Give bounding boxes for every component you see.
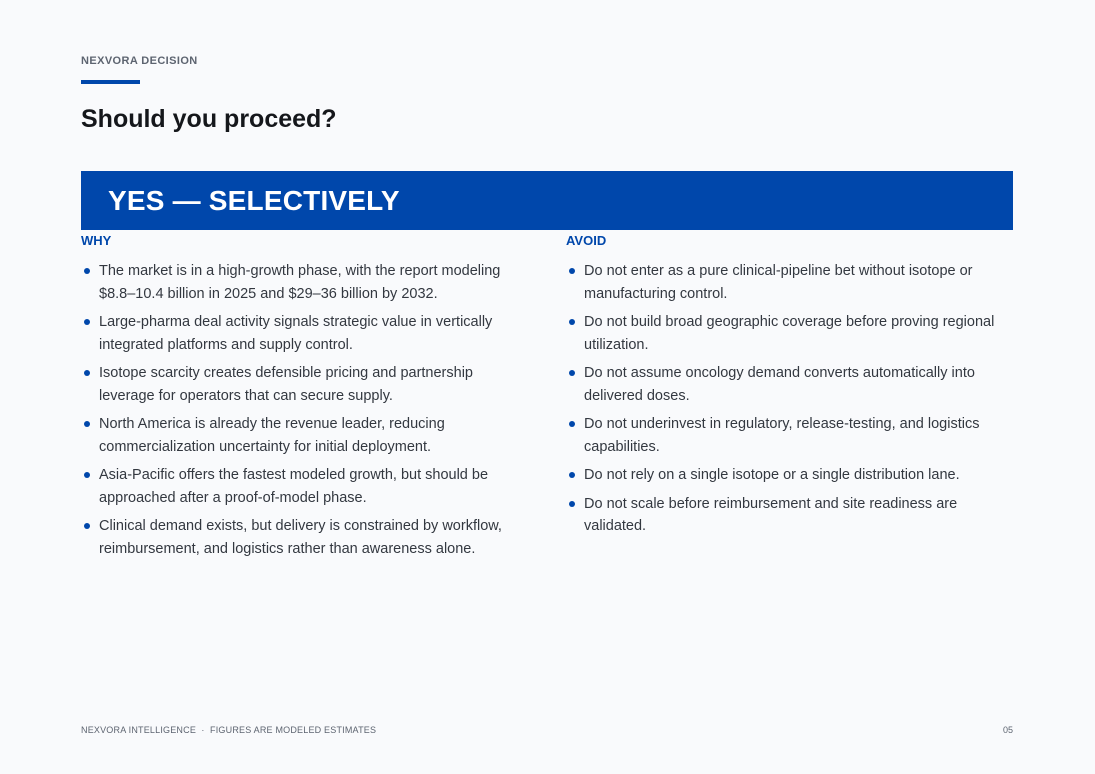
decision-banner-text: YES — SELECTIVELY bbox=[108, 184, 400, 216]
why-heading: WHY bbox=[81, 233, 112, 248]
bullet-icon bbox=[84, 523, 90, 529]
why-item-text: Clinical demand exists, but delivery is constrained by workflow, reimbursement, and logistics rather than awareness alone. bbox=[99, 518, 502, 557]
avoid-item bbox=[566, 493, 1016, 538]
avoid-item bbox=[566, 413, 1016, 458]
bullet-icon bbox=[569, 472, 575, 478]
why-item bbox=[81, 311, 531, 356]
avoid-item-text: Do not underinvest in regulatory, release-testing, and logistics capabilities. bbox=[584, 416, 980, 455]
bullet-icon bbox=[84, 472, 90, 478]
bullet-icon bbox=[569, 370, 575, 376]
bullet-icon bbox=[569, 268, 575, 274]
why-item bbox=[81, 362, 531, 407]
avoid-column bbox=[566, 233, 1016, 544]
avoid-item-text: Do not assume oncology demand converts automatically into delivered doses. bbox=[584, 365, 975, 404]
decision-banner bbox=[81, 171, 1013, 230]
why-item-text: Isotope scarcity creates defensible pricing and partnership leverage for operators that can secure supply. bbox=[99, 365, 473, 404]
why-item-text: North America is already the revenue leader, reducing commercialization uncertainty for initial deployment. bbox=[99, 416, 445, 455]
bullet-icon bbox=[569, 501, 575, 507]
page-number: 05 bbox=[1002, 725, 1013, 735]
avoid-item bbox=[566, 260, 1016, 305]
bullet-icon bbox=[84, 421, 90, 427]
avoid-item-text: Do not enter as a pure clinical-pipeline bet without isotope or manufacturing control. bbox=[584, 263, 973, 302]
why-item bbox=[81, 464, 531, 509]
why-column bbox=[81, 233, 531, 566]
bullet-icon bbox=[84, 268, 90, 274]
avoid-item-text: Do not build broad geographic coverage before proving regional utilization. bbox=[584, 314, 995, 353]
bullet-icon bbox=[569, 421, 575, 427]
avoid-item-text: Do not scale before reimbursement and site readiness are validated. bbox=[584, 495, 958, 534]
bullet-icon bbox=[569, 319, 575, 325]
page-title: Should you proceed? bbox=[81, 105, 337, 133]
avoid-heading: AVOID bbox=[566, 233, 607, 248]
avoid-item-text: Do not rely on a single isotope or a single distribution lane. bbox=[584, 467, 960, 483]
why-list bbox=[81, 260, 531, 560]
why-item bbox=[81, 413, 531, 458]
why-item-text: Large-pharma deal activity signals strategic value in vertically integrated platforms and supply control. bbox=[99, 314, 493, 353]
avoid-list bbox=[566, 260, 1016, 538]
bullet-icon bbox=[84, 319, 90, 325]
why-item bbox=[81, 260, 531, 305]
footer-source-note: NEXVORA INTELLIGENCE · FIGURES ARE MODELED ESTIMATES bbox=[81, 725, 377, 735]
bullet-icon bbox=[84, 370, 90, 376]
why-item bbox=[81, 515, 531, 560]
why-item-text: The market is in a high-growth phase, with the report modeling $8.8–10.4 billion in 2025 and $29–36 billion by 2032. bbox=[99, 263, 501, 302]
section-eyebrow: NEXVORA DECISION bbox=[81, 55, 198, 67]
why-item-text: Asia-Pacific offers the fastest modeled growth, but should be approached after a proof-of-model phase. bbox=[99, 467, 489, 506]
avoid-item bbox=[566, 311, 1016, 356]
eyebrow-accent-rule bbox=[81, 80, 140, 84]
avoid-item bbox=[566, 362, 1016, 407]
avoid-item bbox=[566, 464, 1016, 487]
